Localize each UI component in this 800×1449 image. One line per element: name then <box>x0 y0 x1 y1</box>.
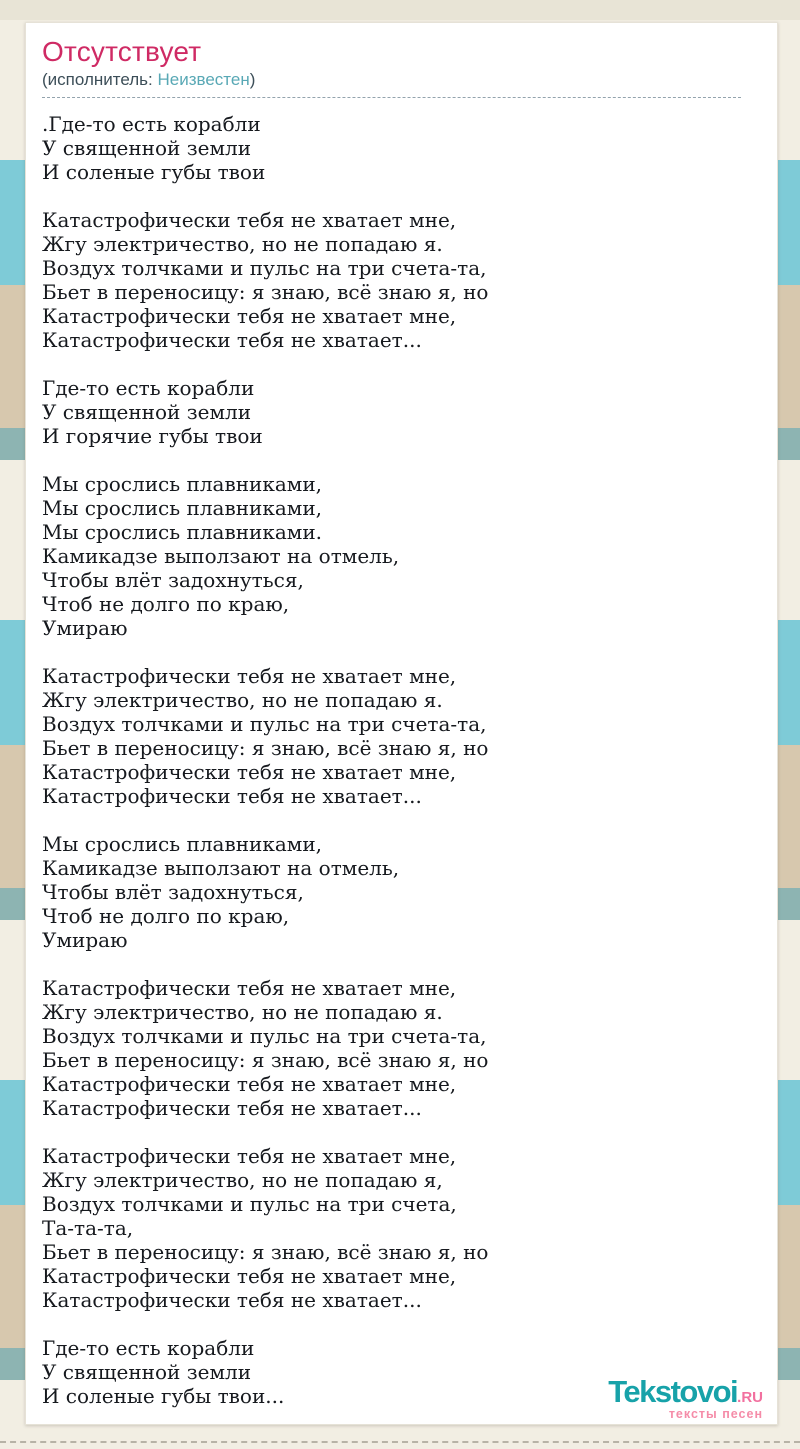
lyrics-stanza: Мы срослись плавниками, Мы срослись плавниками, Мы срослись плавниками. Камикадзе выползают на отмель, Чтобы влёт задохнуться, Чтоб не долго по краю, Умираю <box>42 472 400 640</box>
lyrics-stanza: .Где-то есть корабли У священной земли И соленые губы твои <box>42 112 266 184</box>
site-logo-tld: .RU <box>737 1388 763 1406</box>
site-logo-brand: Tekstovoi <box>608 1373 738 1409</box>
site-logo-tagline: тексты песен <box>668 1406 763 1421</box>
artist-link[interactable]: Неизвестен <box>157 70 250 89</box>
lyrics-stanza: Мы срослись плавниками, Камикадзе выползают на отмель, Чтобы влёт задохнуться, Чтоб не долго по краю, Умираю <box>42 832 400 952</box>
site-logo-wordmark <box>608 1373 763 1409</box>
lyrics-stanza: Катастрофически тебя не хватает мне, Жгу электричество, но не попадаю я. Воздух толчками и пульс на три счета-та, Бьет в переносицу: я знаю, всё знаю я, но Катастрофически тебя не хватает мне, Катастрофически тебя не хватает... <box>42 208 489 352</box>
artist-line-suffix: ) <box>249 70 256 89</box>
song-title: Отсутствует <box>42 36 202 67</box>
bottom-dashed-line <box>0 1441 800 1443</box>
lyrics-stanza: Где-то есть корабли У священной земли И соленые губы твои... <box>42 1336 285 1408</box>
lyrics-card <box>25 22 778 1425</box>
lyrics-stanza: Катастрофически тебя не хватает мне, Жгу электричество, но не попадаю я. Воздух толчками и пульс на три счета-та, Бьет в переносицу: я знаю, всё знаю я, но Катастрофически тебя не хватает мне, Катастрофически тебя не хватает... <box>42 664 489 808</box>
background-top-shade <box>0 0 800 20</box>
dotted-separator <box>42 97 741 98</box>
artist-label: (исполнитель: <box>42 70 158 89</box>
lyrics-stanza: Катастрофически тебя не хватает мне, Жгу электричество, но не попадаю я. Воздух толчками и пульс на три счета-та, Бьет в переносицу: я знаю, всё знаю я, но Катастрофически тебя не хватает мне, Катастрофически тебя не хватает... <box>42 976 489 1120</box>
artist-line <box>42 70 761 90</box>
site-logo[interactable] <box>608 1373 763 1421</box>
lyrics-stanza: Катастрофически тебя не хватает мне, Жгу электричество, но не попадаю я, Воздух толчками и пульс на три счета, Та-та-та, Бьет в переносицу: я знаю, всё знаю я, но Катастрофически тебя не хватает мне, Катастрофически тебя не хватает... <box>42 1144 489 1312</box>
lyrics-stanza: Где-то есть корабли У священной земли И горячие губы твои <box>42 376 263 448</box>
lyrics-text <box>42 112 761 1408</box>
